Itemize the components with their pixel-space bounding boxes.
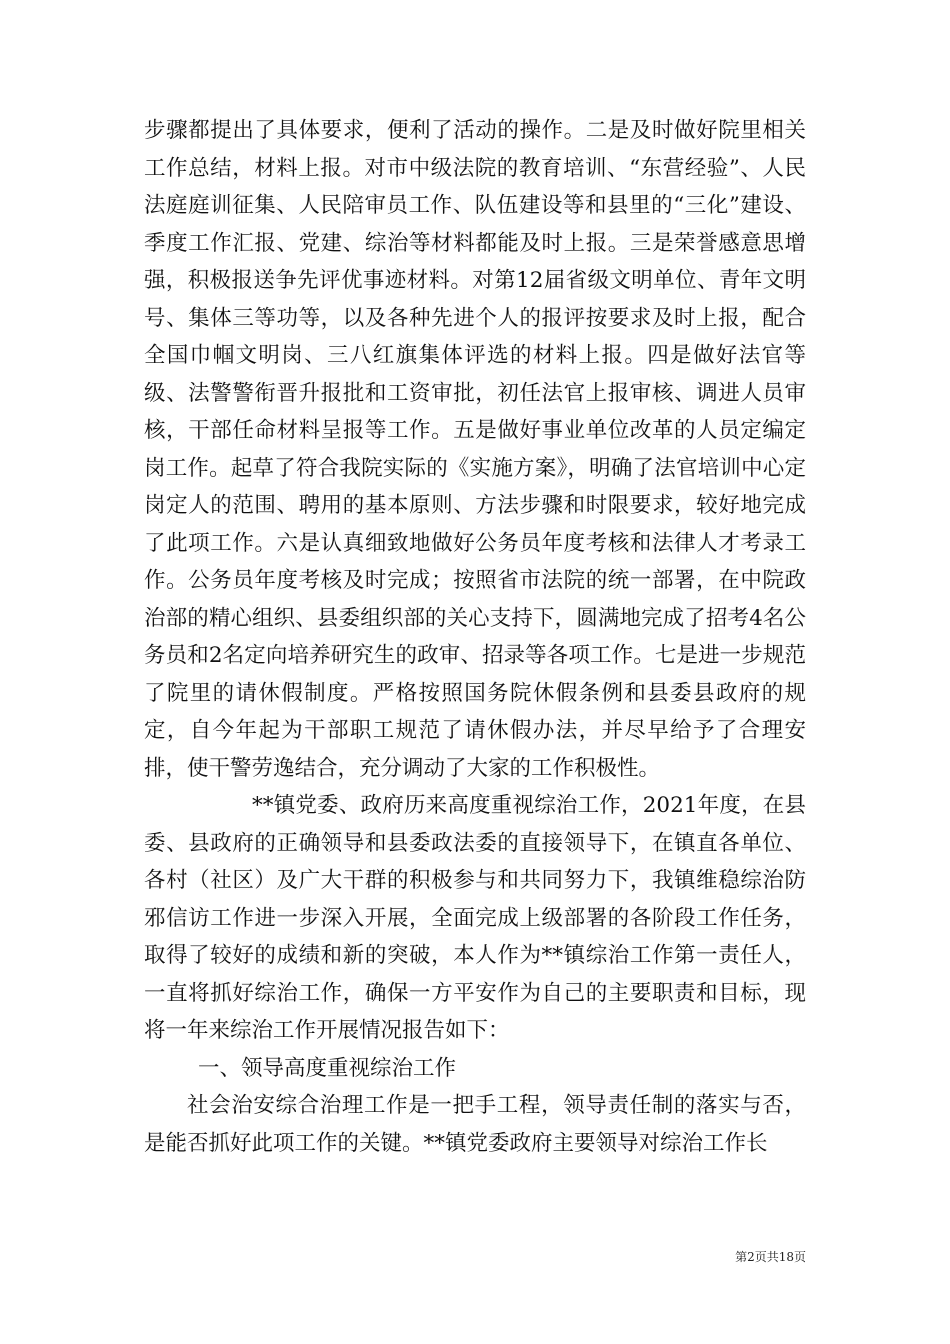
paragraph-section-1: 社会治安综合治理工作是一把手工程，领导责任制的落实与否，是能否抓好此项工作的关键。**镇党委政府主要领导对综治工作长: [144, 1093, 806, 1156]
document-body: [144, 112, 806, 1162]
page-number-footer: 第2页共18页: [735, 1250, 806, 1264]
section-heading: 一、领导高度重视综治工作: [198, 1055, 457, 1081]
paragraph-continuation: 步骤都提出了具体要求，便利了活动的操作。二是及时做好院里相关工作总结，材料上报。对市中级法院的教育培训、“东营经验”、人民法庭庭训征集、人民陪审员工作、队伍建设等和县里的“三化”建设、季度工作汇报、党建、综治等材料都能及时上报。三是荣誉感意思增强，积极报送争先评优事迹材料。对第12届省级文明单位、青年文明号、集体三等功等，以及各种先进个人的报评按要求及时上报，配合全国巾帼文明岗、三八红旗集体评选的材料上报。四是做好法官等级、法警警衔晋升报批和工资审批，初任法官上报审核、调进人员审核，干部任命材料呈报等工作。五是做好事业单位改革的人员定编定岗工作。起草了符合我院实际的《实施方案》，明确了法官培训中心定岗定人的范围、聘用的基本原则、方法步骤和时限要求，较好地完成了此项工作。六是认真细致地做好公务员年度考核和法律人才考录工作。公务员年度考核及时完成；按照省市法院的统一部署，在中院政治部的精心组织、县委组织部的关心支持下，圆满地完成了招考4名公务员和2名定向培养研究生的政审、招录等各项工作。七是进一步规范了院里的请休假制度。严格按照国务院休假条例和县委县政府的规定，自今年起为干部职工规范了请休假办法，并尽早给予了合理安排，使干警劳逸结合，充分调动了大家的工作积极性。: [144, 118, 806, 781]
paragraph-intro: **镇党委、政府历来高度重视综治工作，2021年度，在县委、县政府的正确领导和县委政法委的直接领导下，在镇直各单位、各村（社区）及广大干群的积极参与和共同努力下，我镇维稳综治防邪信访工作进一步深入开展，全面完成上级部署的各阶段工作任务，取得了较好的成绩和新的突破，本人作为**镇综治工作第一责任人，一直将抓好综治工作，确保一方平安作为自己的主要职责和目标，现将一年来综治工作开展情况报告如下：: [144, 793, 806, 1043]
